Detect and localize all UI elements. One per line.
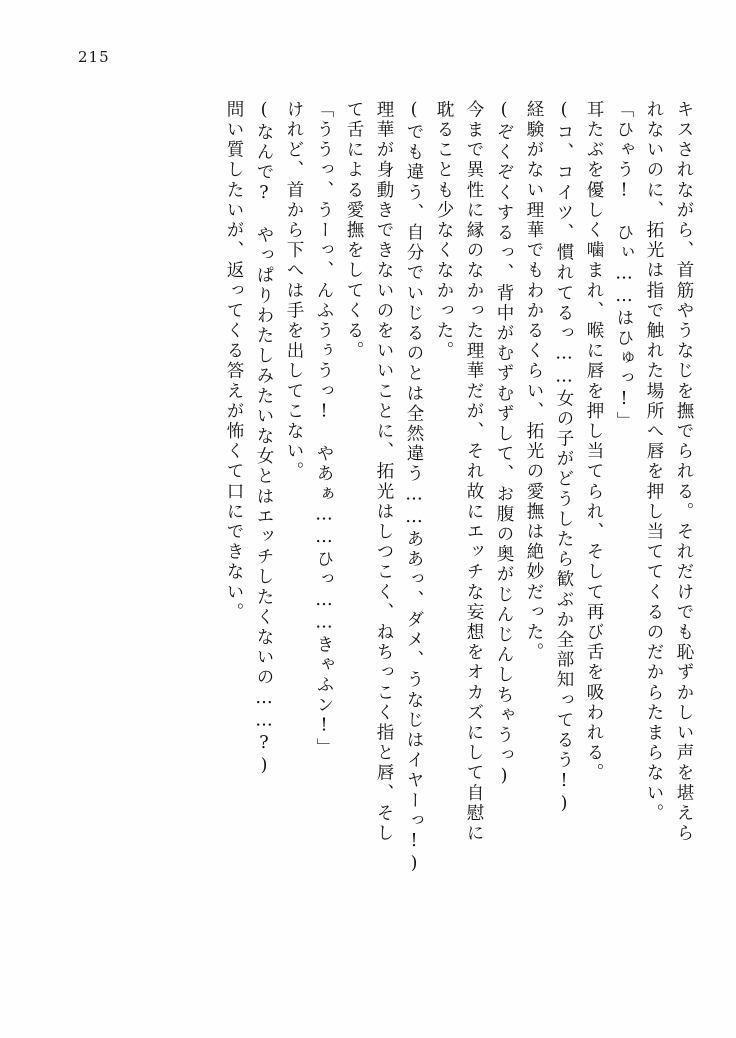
text-line: 今まで異性に縁のなかった理華だが、それ故にエッチな妄想をオカズにして自慰に <box>464 100 484 844</box>
text-line: れないのに、拓光は指で触れた場所へ唇を押し当ててくるのだからたまらない。 <box>644 100 664 824</box>
text-line: 「ううっ、うーっ、んふうぅうっ! やあぁ……ひっ……きゃふン!」 <box>314 100 334 759</box>
text-line: て舌による愛撫をしてくる。 <box>344 100 364 362</box>
text-line: 耳たぶを優しく噛まれ、喉に唇を押し当てられ、そして再び舌を吸われる。 <box>584 100 604 784</box>
page-number: 215 <box>78 48 110 66</box>
text-line: 「ひゃう! ひぃ……はひゅっ!」 <box>614 100 634 432</box>
text-line: 経験がない理華でもわかるくらい、拓光の愛撫は絶妙だった。 <box>524 100 544 663</box>
vertical-text-body <box>46 100 692 910</box>
text-line: けれど、首から下へは手を出してこない。 <box>284 100 304 482</box>
text-line: (でも違う、自分でいじるのとは全然違う……ああっ、ダメ、うなじはイヤーっ!) <box>404 100 424 877</box>
text-line: (コ、コイツ、慣れてるっ……女の子がどうしたら歓ぶか全部知ってるう!) <box>554 100 574 816</box>
text-line: 理華が身動きできないのをいいことに、拓光はしつこく、ねちっこく指と唇、そし <box>374 100 394 844</box>
text-line: (ぞくぞくするっ、背中がむずむずして、お腹の奥がじんじんしちゃうっ) <box>494 100 514 789</box>
text-line: 耽ることも少なくなかった。 <box>434 100 454 362</box>
text-line: 問い質したいが、返ってくる答えが怖くて口にできない。 <box>224 100 244 623</box>
text-line: (なんで? やっぱりわたしみたいな女とはエッチしたくないの……?) <box>254 100 274 779</box>
text-line: キスされながら、首筋やうなじを撫でられる。それだけでも恥ずかしい声を堪えら <box>674 100 694 844</box>
